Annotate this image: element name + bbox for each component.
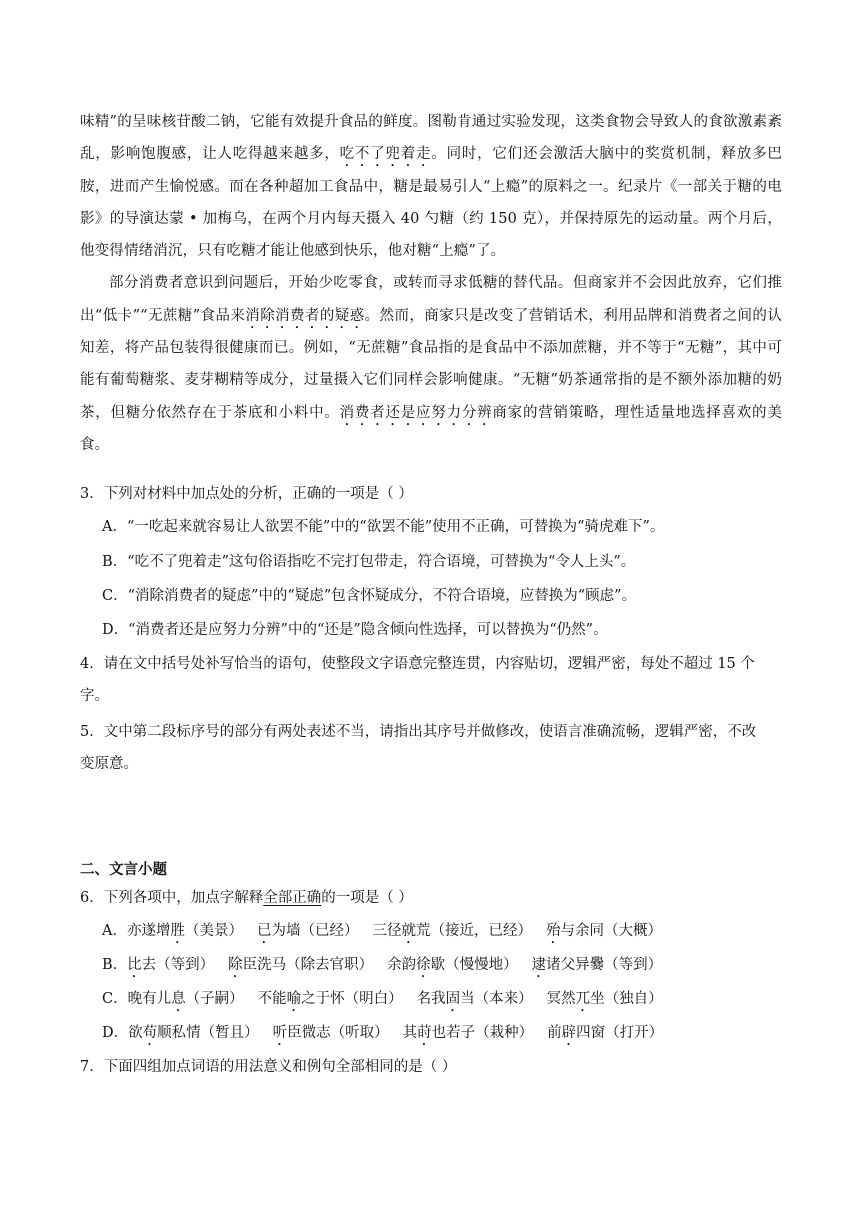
option-text: C．“消除消费者的疑虑”中的“疑虑”包含怀疑成分，不符合语境，应替换为“顾虑”。 xyxy=(102,588,637,604)
question-3-option-c[interactable] xyxy=(102,580,792,612)
dotted-char: 息 xyxy=(171,991,186,1007)
option-part: 亦遂增 xyxy=(126,923,171,939)
option-part: 荒（接近，已经） xyxy=(415,923,532,939)
option-text: B．“吃不了兜着走”这句俗语指吃不完打包带走，符合语境，可替换为“令人上头”。 xyxy=(102,554,636,570)
dotted-char: 听 xyxy=(272,1025,288,1041)
dotted-char: 除 xyxy=(228,957,243,973)
option-label: A． xyxy=(102,923,127,939)
passage-text: 。然而，商家只是改变了营销话术，利用品牌和消费者之间的认知差，将产品包装得很健康而已。例如，“无蔗糖”食品指的是食品中不添加蔗糖，并不等于“无糖”，其中可能有葡萄糖浆、麦芽糊精等成分，过量摄入它们同样会影响健康。“无糖”奶茶通常指的是不额外添加糖的奶茶，但糖分依然存在于茶底和小料中。 xyxy=(80,307,782,421)
option-part: 去（等到） xyxy=(141,957,215,973)
option-text: A．“一吃起来就容易让人欲罢不能”中的“欲罢不能”使用不正确，可替换为“骑虎难下”。 xyxy=(102,519,665,535)
option-part: 臣微志（听取） xyxy=(287,1025,389,1041)
reading-passage xyxy=(80,106,782,461)
question-4 xyxy=(80,648,782,712)
dotted-char: 固 xyxy=(445,991,461,1007)
question-text: 4．请在文中括号处补写恰当的语句，使整段文字语意完整连贯，内容贴切，逻辑严密，每处不超过 15 个 xyxy=(80,656,755,672)
option-part: 欲 xyxy=(128,1025,143,1041)
option-part: 当（本来） xyxy=(460,991,533,1007)
option-part: 前 xyxy=(547,1025,562,1041)
dotted-char: 辟 xyxy=(561,1025,577,1041)
question-3-option-b[interactable] xyxy=(102,546,792,578)
dotted-char: 就 xyxy=(401,923,416,939)
dotted-char: 喻 xyxy=(286,991,302,1007)
dotted-char: 莳 xyxy=(417,1025,432,1041)
question-text: 5．文中第二段标序号的部分有两处表述不当，请指出其序号并做修改，使语言准确流畅，逻辑严密，不改 xyxy=(80,724,757,740)
passage-paragraph-2 xyxy=(80,267,782,461)
passage-text: 味精”的呈味核苷酸二钠，它能有效提升食品的鲜度。图勒肯通过实验发现，这类食物会导致人的食欲激素紊乱，影响饱腹感，让人吃得越来越多， xyxy=(80,114,782,163)
option-part: （美景） xyxy=(184,923,243,939)
option-part: 也若子（栽种） xyxy=(431,1025,534,1041)
question-6-stem xyxy=(80,882,782,914)
option-part: 四窗（打开） xyxy=(576,1025,664,1041)
passage-text: 。同时，它们还会激活大脑中的奖赏机制，释放多巴胺，进而产生愉悦感。而在各种超加工食品中，糖是最易引人“上瘾”的原料之一。纪录片《一部关于糖的电影》的导演达蒙 • 加梅乌，在两个月内每天摄入 40 勺糖（约 150 克），并保持原先的运动量。两个月后，他变得情绪消沉，只有吃糖才能让他感到快乐，他对糖“上瘾”了。 xyxy=(80,146,782,260)
underlined-text: 全部正确 xyxy=(263,890,322,906)
dotted-char: 已 xyxy=(256,923,272,939)
option-part: 晚有儿 xyxy=(127,991,172,1007)
dotted-char: 兀 xyxy=(575,991,591,1007)
question-7-stem xyxy=(80,1051,782,1083)
section-heading: 二、文言小题 xyxy=(80,862,167,878)
option-part: 歇（慢慢地） xyxy=(430,957,518,973)
option-part: 不能 xyxy=(257,991,287,1007)
option-part: 余韵 xyxy=(387,957,417,973)
dotted-char: 胜 xyxy=(170,923,185,939)
dotted-char: 徐 xyxy=(416,957,431,973)
option-label: D． xyxy=(102,1025,129,1041)
dotted-phrase: 消除消费者的疑惑 xyxy=(245,307,365,324)
question-6-option-c[interactable] xyxy=(102,983,792,1015)
option-part: 之于怀（明白） xyxy=(301,991,403,1007)
question-6-option-a[interactable] xyxy=(102,915,792,947)
question-5 xyxy=(80,716,782,780)
question-text: 3．下列对材料中加点处的分析，正确的一项是（ ） xyxy=(80,486,413,502)
passage-paragraph-1 xyxy=(80,106,782,267)
option-part: 为墙（已经） xyxy=(271,923,359,939)
option-part: 臣洗马（除去官职） xyxy=(242,957,374,973)
option-part: 冥然 xyxy=(546,991,576,1007)
question-text: 6．下列各项中，加点字解释 xyxy=(80,890,264,906)
question-3-stem xyxy=(80,478,782,510)
dotted-phrase: 消费者还是应努力分辨 xyxy=(339,404,493,421)
dotted-char: 比 xyxy=(127,957,142,973)
option-part: 诸父异爨（等到） xyxy=(546,957,663,973)
option-part: 顺私情（暂且） xyxy=(157,1025,259,1041)
dotted-char: 苟 xyxy=(142,1025,158,1041)
question-text: 字。 xyxy=(80,688,109,704)
option-label: B． xyxy=(102,957,128,973)
dotted-phrase: 吃不了兜着走 xyxy=(339,146,432,163)
passage-text: 部分消费者意识到问题后，开始少吃零食，或转而寻求低糖的替代品。但商家并不会因此放弃，它们推出“低卡”“无蔗糖”食品来 xyxy=(80,275,782,324)
question-text: 变原意。 xyxy=(80,756,138,772)
option-label: C． xyxy=(102,991,128,1007)
option-part: 坐（独自） xyxy=(590,991,663,1007)
option-part: 与余同（大概） xyxy=(560,923,662,939)
option-part: 其 xyxy=(402,1025,418,1041)
option-part: 名我 xyxy=(416,991,446,1007)
option-text: D．“消费者还是应努力分辨”中的“还是”隐含倾向性选择，可以替换为“仍然”。 xyxy=(102,622,608,638)
question-text: 的一项是（ ） xyxy=(321,890,413,906)
question-text: 7．下面四组加点词语的用法意义和例句全部相同的是（ ） xyxy=(80,1059,457,1075)
question-3-option-d[interactable] xyxy=(102,614,792,646)
dotted-char: 逮 xyxy=(531,957,547,973)
option-part: （子嗣） xyxy=(185,991,244,1007)
dotted-char: 殆 xyxy=(545,923,561,939)
question-3-option-a[interactable] xyxy=(102,511,792,543)
option-part: 三径 xyxy=(372,923,402,939)
question-6-option-d[interactable] xyxy=(102,1017,792,1049)
passage-text: 商家的营销策略，理性适量地选择喜欢的美食。 xyxy=(80,404,782,453)
question-6-option-b[interactable] xyxy=(102,949,792,981)
